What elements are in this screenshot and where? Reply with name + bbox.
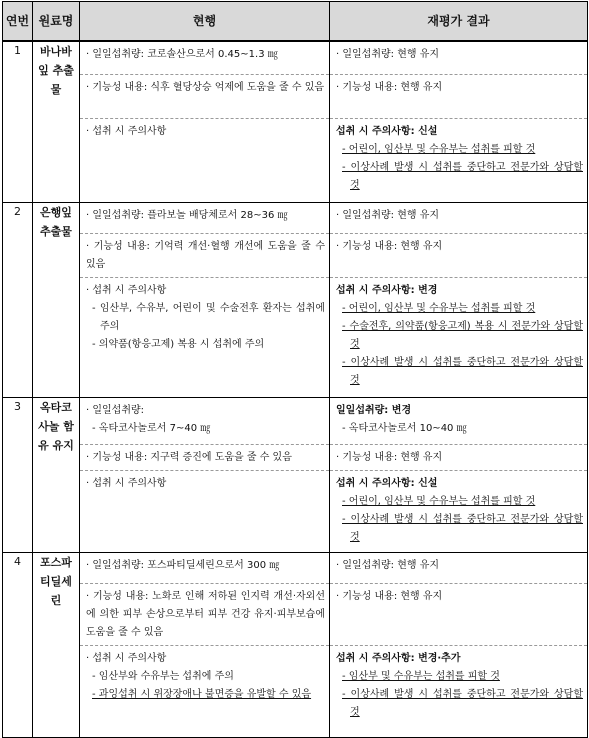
precaution-heading: 섭취 시 주의사항: 변경·추가 — [336, 653, 461, 664]
table-row — [3, 398, 588, 553]
precaution-item: - 어린이, 임산부 및 수유부는 섭취를 피할 것 — [342, 303, 536, 314]
ingredient-name-line: 바나바 — [40, 45, 72, 58]
precaution-heading: · 섭취 시 주의사항 — [86, 285, 167, 296]
ingredient-name-line: 은행잎 — [40, 206, 72, 219]
reevaluation-table — [2, 1, 588, 738]
function-block — [80, 583, 329, 645]
current-cell — [80, 398, 330, 553]
daily-intake-heading: · 일일섭취량: — [86, 405, 145, 416]
ingredient-name-line: 유 유지 — [38, 439, 74, 452]
precaution-block — [330, 645, 587, 737]
daily-intake-item: - 옥타코사놀로서 10~40 ㎎ — [342, 423, 467, 434]
result-cell — [330, 203, 588, 398]
function-text: · 기능성 내용: 기억력 개선·혈행 개선에 도움을 줄 수 있음 — [86, 241, 325, 270]
function-block — [330, 583, 587, 645]
ingredient-name — [33, 203, 80, 398]
current-cell — [80, 203, 330, 398]
ingredient-name-line: 사놀 함 — [38, 420, 74, 433]
ingredient-name-line: 린 — [50, 594, 62, 607]
function-text: · 기능성 내용: 현행 유지 — [336, 82, 443, 93]
daily-intake-text: · 일일섭취량: 코로솔산으로서 0.45~1.3 ㎎ — [86, 49, 278, 60]
table-row — [3, 203, 588, 398]
function-block — [330, 233, 587, 277]
row-number: 1 — [3, 41, 33, 203]
table-header-row — [3, 2, 588, 42]
row-number: 2 — [3, 203, 33, 398]
header-ingredient-name: 원료명 — [33, 2, 80, 42]
daily-intake-text: · 일일섭취량: 현행 유지 — [336, 560, 440, 571]
table-row — [3, 41, 588, 203]
result-cell — [330, 41, 588, 203]
function-text: · 기능성 내용: 현행 유지 — [336, 591, 443, 602]
function-block — [80, 444, 329, 470]
function-block — [80, 74, 329, 118]
daily-intake-text: · 일일섭취량: 플라보놀 배당체로서 28~36 ㎎ — [86, 210, 288, 221]
precaution-heading: · 섭취 시 주의사항 — [86, 653, 167, 664]
daily-intake-block — [330, 203, 587, 233]
precaution-heading: · 섭취 시 주의사항 — [86, 126, 167, 137]
function-block — [330, 74, 587, 118]
daily-intake-item: - 옥타코사놀로서 7~40 ㎎ — [92, 423, 211, 434]
daily-intake-block — [330, 553, 587, 583]
precaution-item: - 어린이, 임산부 및 수유부는 섭취를 피할 것 — [342, 496, 536, 507]
precaution-item: - 임산부 및 수유부는 섭취를 피할 것 — [342, 671, 500, 682]
ingredient-name-line: 물 — [50, 83, 62, 96]
precaution-item: - 과잉섭취 시 위장장애나 불면증을 유발할 수 있음 — [92, 689, 312, 700]
ingredient-name-line: 포스파 — [40, 556, 72, 569]
current-cell — [80, 553, 330, 738]
ingredient-name — [33, 398, 80, 553]
function-text: · 기능성 내용: 지구력 증진에 도움을 줄 수 있음 — [86, 452, 292, 463]
function-block — [80, 233, 329, 277]
precaution-item: - 이상사례 발생 시 섭취를 중단하고 전문가와 상담할 것 — [342, 357, 583, 386]
ingredient-name — [33, 41, 80, 203]
daily-intake-text: · 일일섭취량: 현행 유지 — [336, 210, 440, 221]
precaution-block — [330, 118, 587, 202]
precaution-block — [80, 118, 329, 202]
daily-intake-text: · 일일섭취량: 현행 유지 — [336, 49, 440, 60]
current-cell — [80, 41, 330, 203]
function-block — [330, 444, 587, 470]
daily-intake-block — [80, 203, 329, 233]
precaution-block — [80, 277, 329, 397]
header-reevaluation-result: 재평가 결과 — [330, 2, 588, 42]
precaution-item: - 이상사례 발생 시 섭취를 중단하고 전문가와 상담할 것 — [342, 514, 583, 543]
precaution-item: - 임산부와 수유부는 섭취에 주의 — [92, 671, 234, 682]
ingredient-name-line: 추출물 — [40, 225, 72, 238]
function-text: · 기능성 내용: 현행 유지 — [336, 241, 443, 252]
precaution-heading: 섭취 시 주의사항: 변경 — [336, 285, 438, 296]
precaution-heading: 섭취 시 주의사항: 신설 — [336, 478, 438, 489]
daily-intake-block — [80, 398, 329, 444]
ingredient-name — [33, 553, 80, 738]
function-text: · 기능성 내용: 식후 혈당상승 억제에 도움을 줄 수 있음 — [86, 82, 325, 93]
daily-intake-block — [330, 398, 587, 444]
ingredient-name-line: 잎 추출 — [38, 64, 74, 77]
function-text: · 기능성 내용: 현행 유지 — [336, 452, 443, 463]
function-text: · 기능성 내용: 노화로 인해 저하된 인지력 개선·자외선에 의한 피부 손상으로부터 피부 건강 유지·피부보습에 도움을 줄 수 있음 — [86, 591, 325, 638]
ingredient-name-line: 옥타코 — [40, 401, 72, 414]
precaution-block — [330, 277, 587, 397]
precaution-item: - 이상사례 발생 시 섭취를 중단하고 전문가와 상담할 것 — [342, 689, 583, 718]
row-number: 3 — [3, 398, 33, 553]
ingredient-name-line: 티딜세 — [40, 575, 72, 588]
precaution-item: - 임산부, 수유부, 어린이 및 수술전후 환자는 섭취에 주의 — [92, 303, 325, 332]
header-serial-number: 연번 — [3, 2, 33, 42]
precaution-heading: · 섭취 시 주의사항 — [86, 478, 167, 489]
precaution-heading: 섭취 시 주의사항: 신설 — [336, 126, 438, 137]
daily-intake-text: · 일일섭취량: 포스파티딜세린으로서 300 ㎎ — [86, 560, 280, 571]
result-cell — [330, 553, 588, 738]
precaution-item: - 의약품(항응고제) 복용 시 섭취에 주의 — [92, 339, 265, 350]
precaution-block — [330, 470, 587, 552]
daily-intake-block — [80, 553, 329, 583]
header-current: 현행 — [80, 2, 330, 42]
daily-intake-block — [330, 42, 587, 74]
row-number: 4 — [3, 553, 33, 738]
daily-intake-heading: 일일섭취량: 변경 — [336, 405, 412, 416]
precaution-item: - 이상사례 발생 시 섭취를 중단하고 전문가와 상담할 것 — [342, 162, 583, 191]
precaution-block — [80, 470, 329, 552]
precaution-item: - 어린이, 임산부 및 수유부는 섭취를 피할 것 — [342, 144, 536, 155]
table-row — [3, 553, 588, 738]
precaution-item: - 수술전후, 의약품(항응고제) 복용 시 전문가와 상담할 것 — [342, 321, 583, 350]
daily-intake-block — [80, 42, 329, 74]
precaution-block — [80, 645, 329, 737]
result-cell — [330, 398, 588, 553]
